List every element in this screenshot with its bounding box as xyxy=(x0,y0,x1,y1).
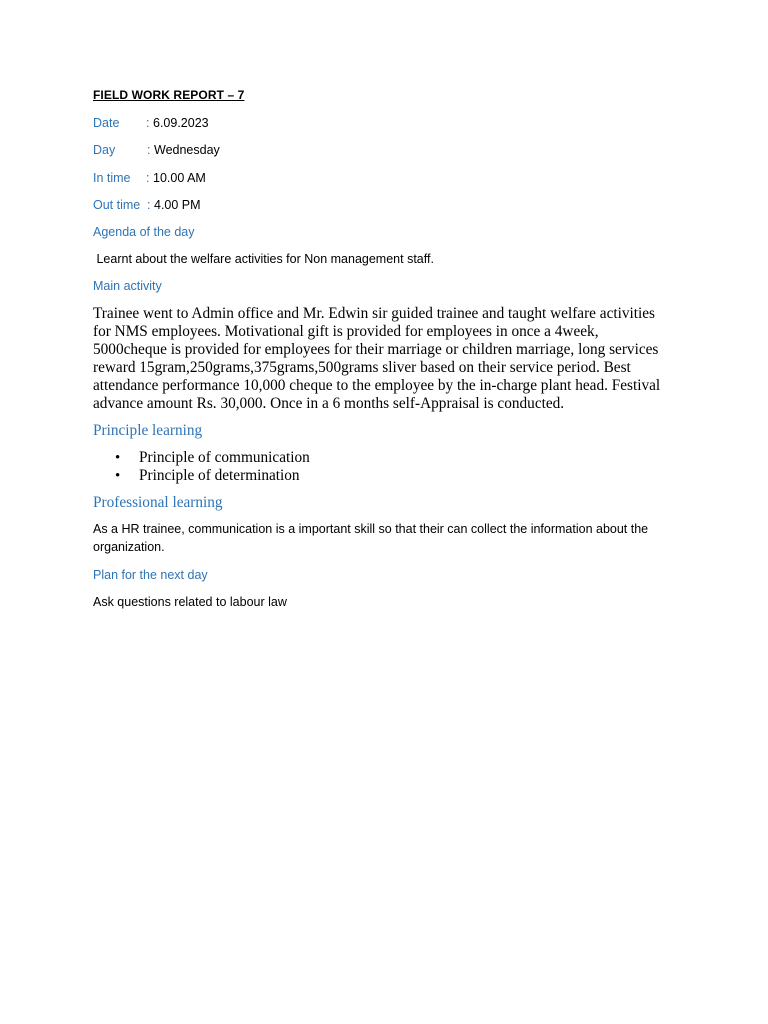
field-date xyxy=(93,114,673,132)
field-date-label: Date xyxy=(93,115,120,130)
agenda-text: Learnt about the welfare activities for Non management staff. xyxy=(93,252,434,266)
field-day xyxy=(93,141,673,159)
professional-learning-text: As a HR trainee, communication is a important skill so that their can collect the information about the organization. xyxy=(93,522,649,554)
report-title: FIELD WORK REPORT – 7 xyxy=(93,88,245,102)
principle-learning-list xyxy=(93,449,673,485)
professional-learning-heading: Professional learning xyxy=(93,494,223,511)
field-out-time xyxy=(93,196,673,214)
field-out-time-label: Out time xyxy=(93,198,141,212)
bullet-icon: • xyxy=(115,450,121,466)
field-in-time-label: In time xyxy=(93,170,131,185)
field-day-colon: : xyxy=(147,143,151,157)
field-in-time-value: 10.00 AM xyxy=(153,170,206,185)
list-item-text: Principle of communication xyxy=(139,449,310,466)
agenda-heading: Agenda of the day xyxy=(93,225,195,239)
bullet-icon: • xyxy=(115,468,121,484)
principle-learning-heading: Principle learning xyxy=(93,422,203,439)
field-out-time-colon: : xyxy=(147,198,151,212)
report-page xyxy=(93,86,673,611)
next-day-heading: Plan for the next day xyxy=(93,568,208,582)
list-item xyxy=(93,449,673,467)
field-date-value: 6.09.2023 xyxy=(153,115,209,130)
field-day-label: Day xyxy=(93,143,116,157)
field-date-colon: : xyxy=(146,115,150,130)
field-in-time-colon: : xyxy=(146,170,150,185)
list-item-text: Principle of determination xyxy=(139,467,300,484)
field-out-time-value: 4.00 PM xyxy=(154,198,201,212)
next-day-text: Ask questions related to labour law xyxy=(93,595,287,609)
main-activity-text: Trainee went to Admin office and Mr. Edwin sir guided trainee and taught welfare activities for NMS employees. Motivational gift is provided for employees in once a 4week, 5000cheque is provided for employees for their marriage or children marriage, long services reward 15gram,250grams,375grams,500grams sliver based on their service period. Best attendance performance 10,000 cheque to the employee by the in-charge plant head. Festival advance amount Rs. 30,000. Once in a 6 months self-Appraisal is conducted. xyxy=(93,305,661,412)
field-in-time xyxy=(93,169,673,187)
main-activity-heading: Main activity xyxy=(93,279,162,293)
field-day-value: Wednesday xyxy=(154,143,220,157)
list-item xyxy=(93,467,673,485)
